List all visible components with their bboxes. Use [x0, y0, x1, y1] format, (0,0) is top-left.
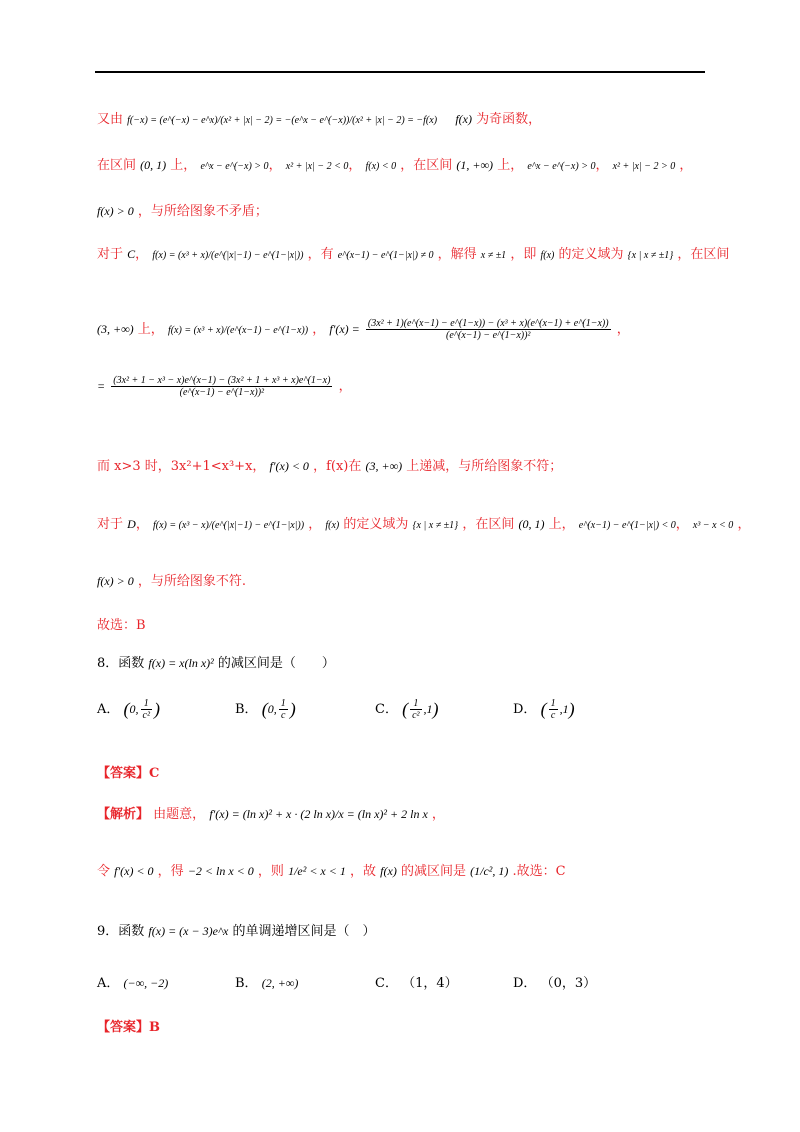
- formula: 1/e² < x < 1: [288, 864, 346, 878]
- text: ，则: [257, 864, 284, 879]
- option-8d[interactable]: D． ( $\frac{1}{c}$ ,1): [513, 698, 575, 721]
- formula: e^(x−1) − e^(1−|x|) ≠ 0: [337, 250, 434, 261]
- numerator: 1: [550, 698, 556, 709]
- denominator: (e^(x−1) − e^(1−x))²: [179, 387, 265, 398]
- explanation-tag: 【解析】: [97, 807, 150, 822]
- formula: f(x): [540, 250, 555, 261]
- option-label: A．: [97, 976, 120, 991]
- text: ，在区间: [677, 247, 730, 262]
- text: ，: [312, 322, 326, 337]
- denominator: c²: [412, 710, 420, 721]
- option-letter: D: [127, 517, 136, 531]
- formula: f(−x) = (e^(−x) − e^x)/(x² + |x| − 2) = −(e^x − e^(−x))/(x² + |x| − 2) = −f(x): [127, 115, 438, 126]
- text: 对于: [97, 247, 124, 262]
- question-number: 9．函数: [97, 924, 145, 939]
- question-8: [97, 652, 335, 671]
- formula: 0,: [267, 702, 277, 716]
- text: ，故: [350, 864, 377, 879]
- numerator: (3x² + 1)(e^(x−1) − e^(1−x)) − (x³ + x)(e^(x−1) + e^(1−x)): [367, 318, 609, 329]
- text: ，: [338, 379, 352, 394]
- text: ，有: [307, 247, 334, 262]
- text: 的定义域为: [343, 517, 409, 532]
- text: ，与所给图象不矛盾；: [137, 204, 268, 219]
- formula: f(x) > 0: [97, 574, 134, 588]
- text: ，在区间: [462, 517, 515, 532]
- option-9a[interactable]: [97, 972, 168, 991]
- text: ，解得: [437, 247, 477, 262]
- text: 对于: [97, 517, 124, 532]
- question-text: 的单调递增区间是（ ）: [232, 924, 376, 939]
- option-9b[interactable]: [235, 972, 298, 991]
- text: 又由: [97, 112, 124, 127]
- formula: f(x) = x(ln x)²: [148, 656, 214, 670]
- denominator: c: [280, 710, 286, 721]
- solution-line-8: 对于 D， f(x) = (x³ − x)/(e^(|x|−1) − e^(1−|x|)) ， f(x) 的定义域为 {x | x ≠ ±1} ，在区间 (0, 1) 上， e^(x−1) − e^(1−|x|) < 0， x³ − x < 0 ，: [97, 517, 751, 532]
- text: 上，: [548, 517, 575, 532]
- text: 的减区间是: [400, 864, 466, 879]
- text: ，: [431, 807, 445, 822]
- question-text: 的减区间是（ ）: [217, 656, 335, 671]
- formula: f′(x) < 0: [269, 459, 309, 473]
- final-choice: 故选：B: [97, 618, 146, 633]
- option-label: B．: [235, 976, 258, 991]
- formula: {x | x ≠ ±1}: [412, 520, 459, 531]
- formula: f(x) = (x³ + x)/(e^(|x|−1) − e^(1−|x|)): [152, 250, 304, 261]
- option-8b[interactable]: B． (0, $\frac{1}{c}$ ): [235, 698, 296, 721]
- option-value: （0，3）: [540, 976, 597, 991]
- text: ，在区间: [400, 158, 453, 173]
- explanation-8-cont: [97, 860, 566, 879]
- solution-line-7: [97, 455, 562, 474]
- derivative-fraction: [111, 375, 332, 398]
- denominator: c²: [142, 710, 150, 721]
- formula: e^x − e^(−x) > 0: [200, 161, 269, 172]
- formula: (2, +∞): [261, 976, 299, 990]
- denominator: c: [550, 710, 556, 721]
- solution-line-3: [97, 200, 268, 219]
- text: ，f(x)在: [313, 459, 362, 474]
- solution-line-1: [97, 108, 541, 127]
- text: 为奇函数，: [476, 112, 542, 127]
- option-label: A．: [97, 702, 120, 717]
- formula: f(x) < 0: [365, 161, 397, 172]
- formula: f(x) = (x³ − x)/(e^(|x|−1) − e^(1−|x|)): [152, 520, 305, 531]
- option-9c[interactable]: [375, 972, 458, 991]
- formula: x² + |x| − 2 < 0: [285, 161, 349, 172]
- text: ，得: [157, 864, 184, 879]
- solution-line-5: [97, 318, 630, 341]
- formula: (1, +∞): [456, 158, 494, 172]
- formula: f(x) > 0: [97, 204, 134, 218]
- explanation-8: [97, 803, 445, 822]
- formula: f(x) = (x³ + x)/(e^(x−1) − e^(1−x)): [167, 325, 309, 336]
- option-value: （1，4）: [402, 976, 458, 991]
- text: ，: [679, 158, 693, 173]
- solution-line-2: 在区间 (0, 1) 上， e^x − e^(−x) > 0， x² + |x| − 2 < 0， f(x) < 0 ，在区间 (1, +∞) 上， e^x − e^(−x) > 0， x² + |x| − 2 > 0 ，: [97, 158, 693, 173]
- formula: e^x − e^(−x) > 0: [527, 161, 596, 172]
- formula: (3, +∞): [365, 459, 403, 473]
- text: 上递减，与所给图象不符；: [406, 459, 563, 474]
- formula: f(x): [380, 864, 397, 878]
- option-label: D．: [513, 976, 537, 991]
- formula: f′(x) =: [329, 322, 360, 336]
- solution-line-6: [97, 375, 352, 398]
- option-label: B．: [235, 702, 258, 717]
- formula: x² + |x| − 2 > 0: [612, 161, 676, 172]
- text: .故选：C: [512, 864, 566, 879]
- formula: (−∞, −2): [123, 976, 169, 990]
- formula: x ≠ ±1: [480, 250, 507, 261]
- text: 令: [97, 864, 111, 879]
- solution-line-9: [97, 570, 246, 589]
- formula: f(x) = (x − 3)e^x: [148, 924, 229, 938]
- option-9d[interactable]: [513, 972, 596, 991]
- text: ，与所给图象不符.: [137, 574, 247, 589]
- numerator: (3x² + 1 − x³ − x)e^(x−1) − (3x² + 1 + x³ + x)e^(1−x): [113, 375, 331, 386]
- text: 由题意，: [153, 807, 206, 822]
- formula: 0,: [129, 702, 139, 716]
- formula: f′(x) < 0: [114, 864, 154, 878]
- formula: {x | x ≠ ±1}: [627, 250, 674, 261]
- text: ，即: [510, 247, 537, 262]
- text: ，: [737, 517, 751, 532]
- numerator: 1: [141, 698, 152, 710]
- text: 在区间: [97, 158, 137, 173]
- question-number: 8．函数: [97, 656, 145, 671]
- formula: =: [97, 379, 106, 393]
- formula: (3, +∞): [97, 322, 134, 336]
- option-label: D．: [513, 702, 537, 717]
- header-rule: [95, 71, 705, 73]
- answer-8: 【答案】C: [97, 766, 160, 781]
- denominator: (e^(x−1) − e^(1−x))²: [446, 330, 531, 341]
- option-8a[interactable]: A． (0, $\frac{1}{\text{c²}}$ ): [97, 698, 160, 721]
- numerator: 1: [410, 698, 421, 710]
- solution-line-4: 对于 C， f(x) = (x³ + x)/(e^(|x|−1) − e^(1−|x|)) ，有 e^(x−1) − e^(1−|x|) ≠ 0 ，解得 x ≠ ±1 ，即 f(x) 的定义域为 {x | x ≠ ±1} ，在区间: [97, 247, 730, 262]
- text: ，: [616, 322, 630, 337]
- question-9: [97, 920, 375, 939]
- derivative-fraction: [366, 318, 611, 341]
- text: 上，: [137, 322, 164, 337]
- answer-9: 【答案】B: [97, 1020, 160, 1035]
- option-label: C．: [375, 702, 398, 717]
- text: 而 x>3 时，3x²+1<x³+x，: [97, 459, 266, 474]
- formula: e^(x−1) − e^(1−|x|) < 0: [578, 520, 676, 531]
- text: ，: [308, 517, 322, 532]
- text: 上，: [170, 158, 197, 173]
- formula: (0, 1): [518, 517, 545, 531]
- numerator: 1: [280, 698, 286, 709]
- formula: f(x): [455, 112, 472, 126]
- formula: f(x): [325, 520, 340, 531]
- option-letter: C: [127, 247, 136, 261]
- option-8c[interactable]: C． ( $\frac{1}{\text{c²}}$ ,1): [375, 698, 439, 721]
- formula: f′(x) = (ln x)² + x · (2 ln x)/x = (ln x)² + 2 ln x: [209, 807, 428, 821]
- option-label: C．: [375, 976, 398, 991]
- formula: (0, 1): [140, 158, 167, 172]
- formula: (1/c², 1): [470, 864, 509, 878]
- formula: ,1: [559, 702, 569, 716]
- formula: ,1: [423, 702, 433, 716]
- formula: x³ − x < 0: [692, 520, 734, 531]
- text: 上，: [497, 158, 524, 173]
- text: 的定义域为: [558, 247, 624, 262]
- formula: −2 < ln x < 0: [187, 864, 254, 878]
